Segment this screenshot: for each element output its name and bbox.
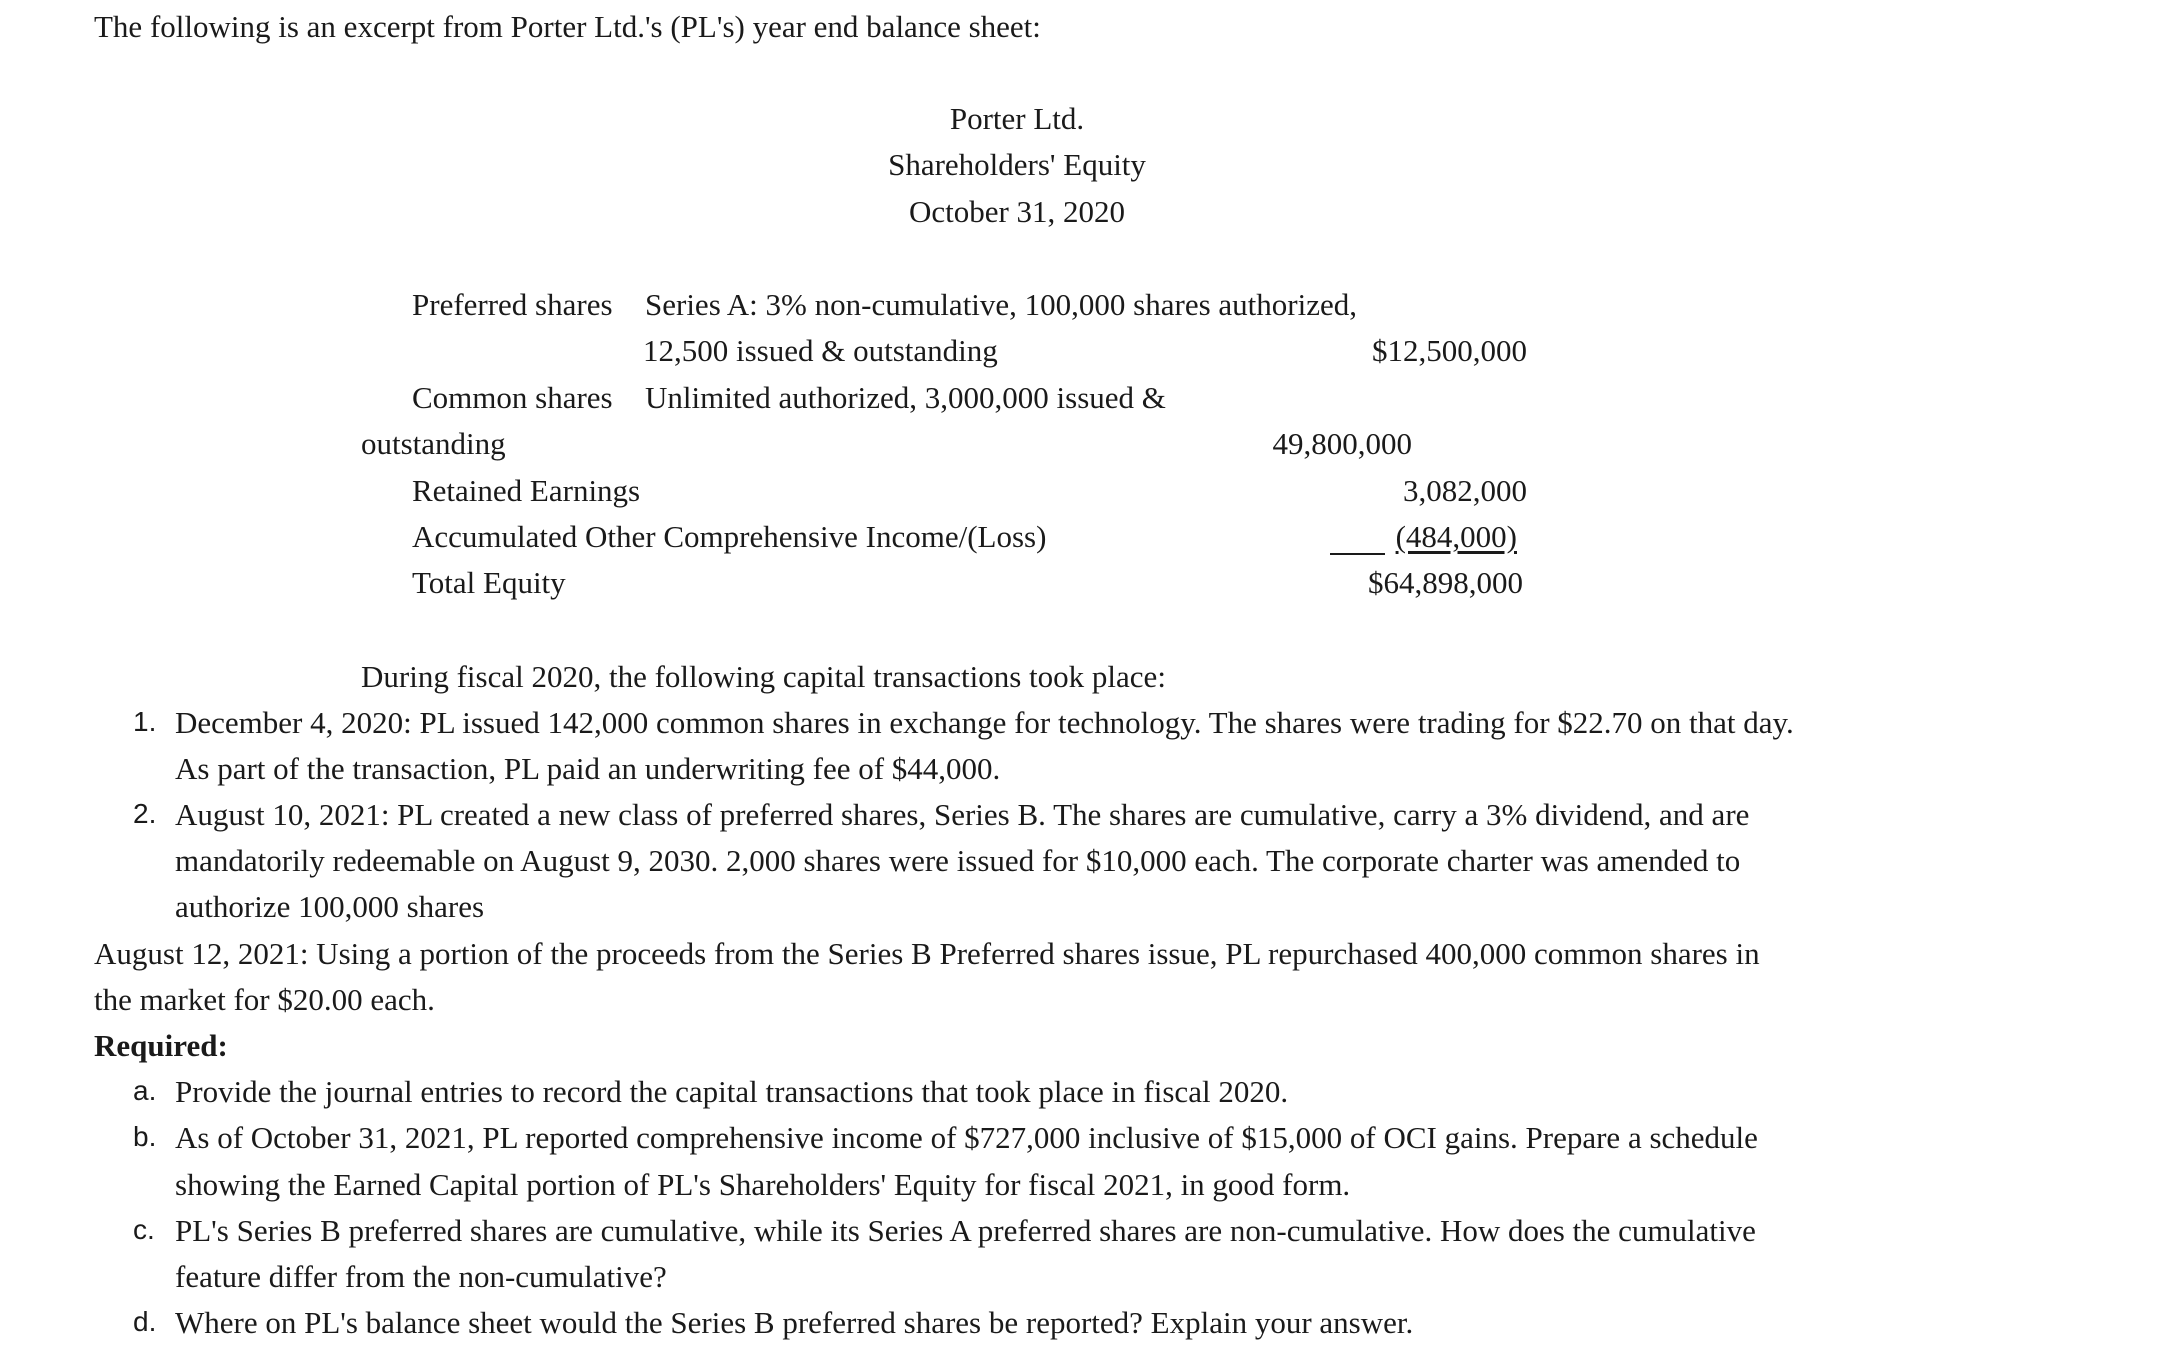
list-item-text: Where on PL's balance sheet would the Series B preferred shares be reported? Explain your answer. bbox=[175, 1305, 1414, 1340]
statement-date: October 31, 2020 bbox=[908, 194, 1126, 229]
company-name: Porter Ltd. bbox=[949, 101, 1085, 136]
intro-text: The following is an excerpt from Porter Ltd.'s (PL's) year end balance sheet: bbox=[94, 9, 1041, 44]
list-item-text: Provide the journal entries to record the capital transactions that took place in fiscal 2020. bbox=[175, 1074, 1289, 1109]
preferred-amount: $12,500,000 bbox=[1372, 333, 1527, 368]
transaction-text: August 12, 2021: Using a portion of the proceeds from the Series B Preferred shares issue, PL repurchased 400,000 common shares in bbox=[94, 936, 1760, 971]
list-marker: d. bbox=[133, 1306, 157, 1337]
list-item-text: As part of the transaction, PL paid an underwriting fee of $44,000. bbox=[175, 751, 1001, 786]
list-item-text: showing the Earned Capital portion of PL's Shareholders' Equity for fiscal 2021, in good form. bbox=[175, 1167, 1351, 1202]
common-amount: 49,800,000 bbox=[1272, 426, 1412, 461]
retained-earnings-label: Retained Earnings bbox=[412, 473, 641, 508]
list-marker: c. bbox=[133, 1214, 155, 1245]
list-item-text: August 10, 2021: PL created a new class of preferred shares, Series B. The shares are cumulative, carry a 3% dividend, and are bbox=[175, 797, 1750, 832]
aoci-label: Accumulated Other Comprehensive Income/(Loss) bbox=[412, 519, 1047, 554]
required-heading: Required: bbox=[94, 1028, 228, 1063]
list-marker: b. bbox=[133, 1121, 157, 1152]
list-item-text: PL's Series B preferred shares are cumulative, while its Series A preferred shares are non-cumulative. How does the cumulative bbox=[175, 1213, 1756, 1248]
common-description-cont: outstanding bbox=[361, 426, 506, 461]
statement-title: Shareholders' Equity bbox=[888, 147, 1146, 182]
transactions-heading: During fiscal 2020, the following capital transactions took place: bbox=[361, 659, 1166, 694]
list-item-text: mandatorily redeemable on August 9, 2030. 2,000 shares were issued for $10,000 each. The corporate charter was amended to bbox=[175, 843, 1741, 878]
aoci-underline-lead bbox=[1330, 553, 1385, 555]
common-label: Common shares bbox=[412, 380, 613, 415]
preferred-label: Preferred shares bbox=[412, 287, 613, 322]
total-equity-label: Total Equity bbox=[412, 565, 566, 600]
total-equity-amount: $64,898,000 bbox=[1368, 565, 1523, 600]
list-marker: a. bbox=[133, 1075, 157, 1106]
list-item-text: As of October 31, 2021, PL reported comprehensive income of $727,000 inclusive of $15,000 of OCI gains. Prepare a schedule bbox=[175, 1120, 1758, 1155]
retained-earnings-amount: 3,082,000 bbox=[1403, 473, 1527, 508]
aoci-amount: (484,000) bbox=[1395, 519, 1517, 554]
list-item-text: feature differ from the non-cumulative? bbox=[175, 1259, 667, 1294]
list-marker: 2. bbox=[133, 798, 157, 829]
preferred-description-cont: 12,500 issued & outstanding bbox=[643, 333, 998, 368]
list-item-text: authorize 100,000 shares bbox=[175, 889, 485, 924]
transaction-text: the market for $20.00 each. bbox=[94, 982, 435, 1017]
common-description: Unlimited authorized, 3,000,000 issued & bbox=[645, 380, 1166, 415]
list-marker: 1. bbox=[133, 706, 157, 737]
list-item-text: December 4, 2020: PL issued 142,000 common shares in exchange for technology. The shares were trading for $22.70 on that day. bbox=[175, 705, 1794, 740]
preferred-description: Series A: 3% non-cumulative, 100,000 shares authorized, bbox=[645, 287, 1357, 322]
